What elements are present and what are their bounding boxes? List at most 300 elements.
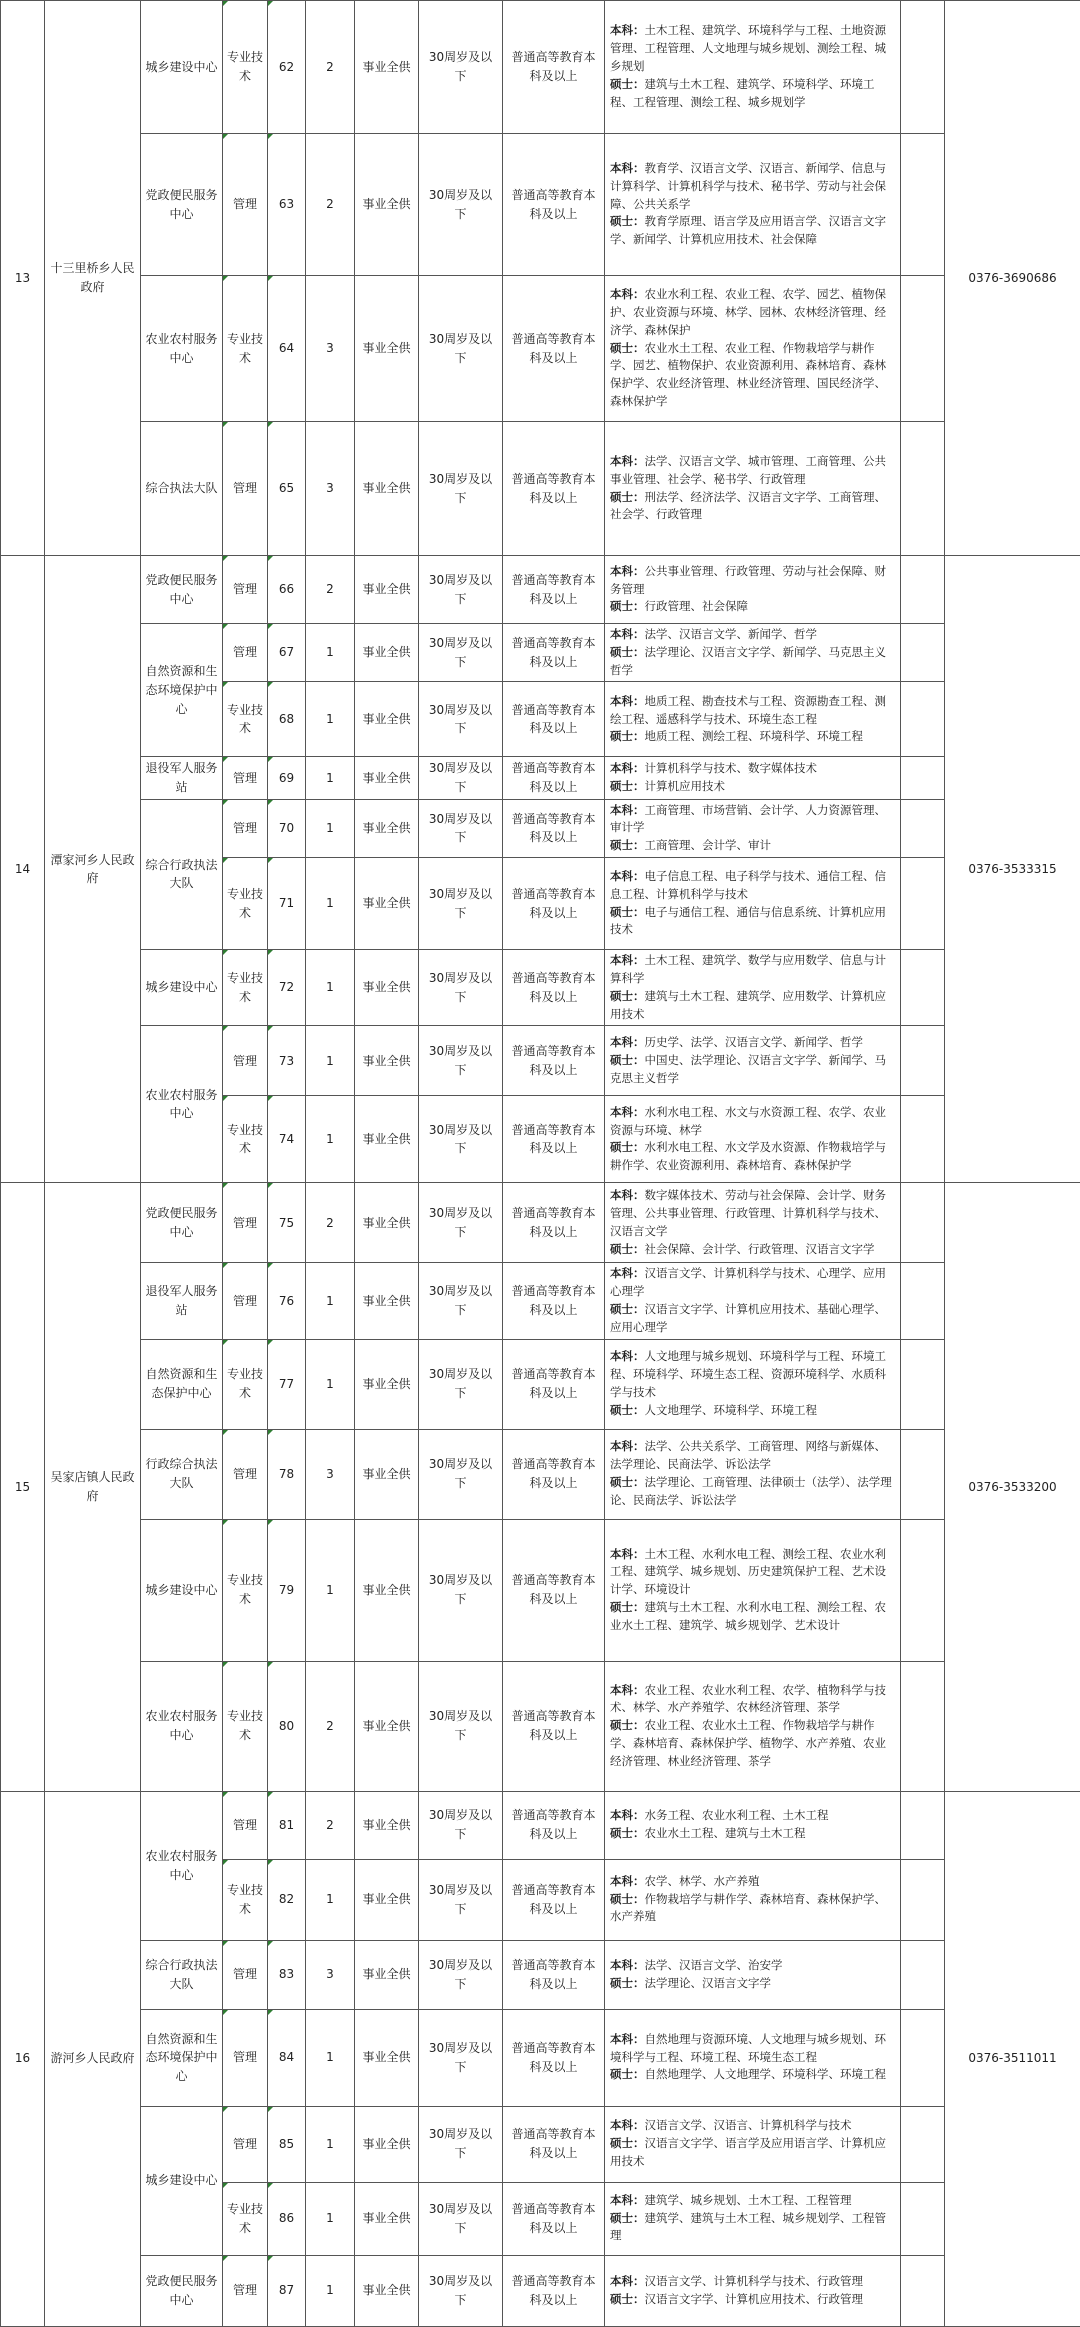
master-label: 硕士： — [610, 214, 645, 228]
remark-cell — [901, 134, 945, 276]
education-requirement: 普通高等教育本科及以上 — [503, 1096, 605, 1183]
major-requirement — [605, 1096, 901, 1183]
master-label: 硕士： — [610, 1475, 645, 1489]
master-label: 硕士： — [610, 1826, 645, 1840]
table-row — [1, 1263, 1080, 1339]
remark-cell — [901, 1026, 945, 1096]
funding-type: 事业全供 — [355, 276, 419, 422]
major-requirement — [605, 757, 901, 799]
post-type: 专业技术 — [223, 276, 268, 422]
master-label: 硕士： — [610, 729, 645, 743]
unit-name: 城乡建设中心 — [141, 1519, 223, 1661]
post-count: 1 — [306, 624, 355, 682]
bachelor-label: 本科： — [610, 1349, 645, 1363]
post-type: 管理 — [223, 2255, 268, 2326]
age-requirement: 30周岁及以下 — [419, 858, 503, 950]
major-requirement — [605, 1791, 901, 1859]
bachelor-majors: 农业工程、农业水利工程、农学、植物科学与技术、林学、水产养殖学、农林经济管理、茶学 — [610, 1683, 886, 1715]
age-requirement: 30周岁及以下 — [419, 1661, 503, 1791]
bachelor-label: 本科： — [610, 2193, 645, 2207]
major-requirement — [605, 556, 901, 624]
master-majors: 农业工程、农业水土工程、作物栽培学与耕作学、森林培育、森林保护学、植物学、水产养殖、农业经济管理、林业经济管理、茶学 — [610, 1718, 886, 1768]
education-requirement: 普通高等教育本科及以上 — [503, 134, 605, 276]
education-requirement: 普通高等教育本科及以上 — [503, 2106, 605, 2182]
post-count: 2 — [306, 1183, 355, 1263]
post-type: 管理 — [223, 2106, 268, 2182]
table-row — [1, 624, 1080, 682]
age-requirement: 30周岁及以下 — [419, 1791, 503, 1859]
funding-type: 事业全供 — [355, 1661, 419, 1791]
post-count: 1 — [306, 2009, 355, 2106]
post-count: 2 — [306, 1661, 355, 1791]
education-requirement: 普通高等教育本科及以上 — [503, 2182, 605, 2255]
age-requirement: 30周岁及以下 — [419, 1263, 503, 1339]
table-row — [1, 2009, 1080, 2106]
funding-type: 事业全供 — [355, 624, 419, 682]
master-label: 硕士： — [610, 1600, 645, 1614]
major-requirement — [605, 1, 901, 134]
post-type: 专业技术 — [223, 1096, 268, 1183]
remark-cell — [901, 1096, 945, 1183]
post-type: 专业技术 — [223, 1, 268, 134]
unit-name: 城乡建设中心 — [141, 1, 223, 134]
funding-type: 事业全供 — [355, 950, 419, 1026]
master-label: 硕士： — [610, 779, 645, 793]
bachelor-label: 本科： — [610, 1958, 645, 1972]
master-majors: 建筑与土木工程、建筑学、环境科学、环境工程、工程管理、测绘工程、城乡规划学 — [610, 77, 875, 109]
table-row — [1, 556, 1080, 624]
post-count: 1 — [306, 2106, 355, 2182]
remark-cell — [901, 858, 945, 950]
education-requirement: 普通高等教育本科及以上 — [503, 556, 605, 624]
master-majors: 人文地理学、环境科学、环境工程 — [645, 1403, 818, 1417]
bachelor-majors: 教育学、汉语言文学、汉语言、新闻学、信息与计算科学、计算机科学与技术、秘书学、劳动与社会保障、公共关系学 — [610, 161, 886, 211]
master-label: 硕士： — [610, 1892, 645, 1906]
bachelor-majors: 农业水利工程、农业工程、农学、园艺、植物保护、农业资源与环境、林学、园林、农林经济管理、经济学、森林保护 — [610, 287, 886, 337]
major-requirement — [605, 422, 901, 556]
unit-name: 退役军人服务站 — [141, 757, 223, 799]
post-count: 1 — [306, 1859, 355, 1940]
master-label: 硕士： — [610, 1053, 645, 1067]
age-requirement: 30周岁及以下 — [419, 1940, 503, 2009]
funding-type: 事业全供 — [355, 1263, 419, 1339]
major-requirement — [605, 858, 901, 950]
unit-name: 农业农村服务中心 — [141, 276, 223, 422]
master-label: 硕士： — [610, 2136, 645, 2150]
bachelor-majors: 法学、汉语言文学、治安学 — [645, 1958, 783, 1972]
post-code: 78 — [268, 1429, 306, 1519]
bachelor-majors: 人文地理与城乡规划、环境科学与工程、环境工程、环境科学、环境生态工程、资源环境科学、水质科学与技术 — [610, 1349, 886, 1399]
remark-cell — [901, 556, 945, 624]
post-count: 2 — [306, 134, 355, 276]
post-type: 专业技术 — [223, 858, 268, 950]
master-majors: 汉语言文字学、计算机应用技术、基础心理学、应用心理学 — [610, 1302, 886, 1334]
bachelor-majors: 公共事业管理、行政管理、劳动与社会保障、财务管理 — [610, 564, 886, 596]
remark-cell — [901, 276, 945, 422]
post-type: 专业技术 — [223, 682, 268, 757]
bachelor-majors: 汉语言文学、计算机科学与技术、心理学、应用心理学 — [610, 1266, 886, 1298]
post-type: 管理 — [223, 1026, 268, 1096]
remark-cell — [901, 1429, 945, 1519]
education-requirement: 普通高等教育本科及以上 — [503, 1263, 605, 1339]
bachelor-label: 本科： — [610, 2274, 645, 2288]
post-count: 1 — [306, 1519, 355, 1661]
post-count: 3 — [306, 422, 355, 556]
post-code: 75 — [268, 1183, 306, 1263]
post-count: 1 — [306, 2182, 355, 2255]
unit-name: 党政便民服务中心 — [141, 134, 223, 276]
post-code: 83 — [268, 1940, 306, 2009]
unit-name: 农业农村服务中心 — [141, 1026, 223, 1183]
post-code: 80 — [268, 1661, 306, 1791]
age-requirement: 30周岁及以下 — [419, 2106, 503, 2182]
bachelor-label: 本科： — [610, 1105, 645, 1119]
post-code: 63 — [268, 134, 306, 276]
post-type: 管理 — [223, 1940, 268, 2009]
bachelor-label: 本科： — [610, 1266, 645, 1280]
master-majors: 法学理论、工商管理、法律硕士（法学）、法学理论、民商法学、诉讼法学 — [610, 1475, 892, 1507]
table-row — [1, 1339, 1080, 1429]
post-code: 77 — [268, 1339, 306, 1429]
post-code: 82 — [268, 1859, 306, 1940]
funding-type: 事业全供 — [355, 1859, 419, 1940]
unit-name: 综合执法大队 — [141, 422, 223, 556]
bachelor-label: 本科： — [610, 694, 645, 708]
post-type: 管理 — [223, 2009, 268, 2106]
major-requirement — [605, 1519, 901, 1661]
age-requirement: 30周岁及以下 — [419, 1096, 503, 1183]
post-type: 管理 — [223, 134, 268, 276]
age-requirement: 30周岁及以下 — [419, 1859, 503, 1940]
post-type: 管理 — [223, 1429, 268, 1519]
unit-name: 党政便民服务中心 — [141, 556, 223, 624]
post-count: 3 — [306, 1429, 355, 1519]
major-requirement — [605, 1263, 901, 1339]
table-row — [1, 757, 1080, 799]
major-requirement — [605, 2106, 901, 2182]
post-code: 81 — [268, 1791, 306, 1859]
contact-phone: 0376-3533200 — [945, 1183, 1080, 1791]
master-majors: 建筑与土木工程、水利水电工程、测绘工程、农业水土工程、建筑学、城乡规划学、艺术设计 — [610, 1600, 886, 1632]
table-row — [1, 950, 1080, 1026]
unit-name: 城乡建设中心 — [141, 950, 223, 1026]
master-label: 硕士： — [610, 838, 645, 852]
major-requirement — [605, 1661, 901, 1791]
funding-type: 事业全供 — [355, 134, 419, 276]
bachelor-majors: 自然地理与资源环境、人文地理与城乡规划、环境科学与工程、环境工程、环境生态工程 — [610, 2032, 886, 2064]
bachelor-label: 本科： — [610, 627, 645, 641]
unit-name: 自然资源和生态环境保护中心 — [141, 624, 223, 757]
education-requirement: 普通高等教育本科及以上 — [503, 682, 605, 757]
age-requirement: 30周岁及以下 — [419, 556, 503, 624]
bachelor-label: 本科： — [610, 1035, 645, 1049]
funding-type: 事业全供 — [355, 2009, 419, 2106]
education-requirement: 普通高等教育本科及以上 — [503, 1339, 605, 1429]
post-code: 79 — [268, 1519, 306, 1661]
age-requirement: 30周岁及以下 — [419, 1183, 503, 1263]
post-code: 72 — [268, 950, 306, 1026]
master-majors: 电子与通信工程、通信与信息系统、计算机应用技术 — [610, 905, 886, 937]
post-type: 管理 — [223, 1183, 268, 1263]
unit-name: 党政便民服务中心 — [141, 1183, 223, 1263]
master-majors: 建筑与土木工程、建筑学、应用数学、计算机应用技术 — [610, 989, 886, 1021]
master-label: 硕士： — [610, 599, 645, 613]
post-type: 管理 — [223, 1791, 268, 1859]
master-majors: 建筑学、建筑与土木工程、城乡规划学、工程管理 — [610, 2211, 886, 2243]
post-count: 1 — [306, 858, 355, 950]
age-requirement: 30周岁及以下 — [419, 950, 503, 1026]
post-type: 管理 — [223, 624, 268, 682]
master-majors: 农业水土工程、建筑与土木工程 — [645, 1826, 806, 1840]
major-requirement — [605, 276, 901, 422]
group-number: 16 — [1, 1791, 45, 2326]
post-type: 专业技术 — [223, 1519, 268, 1661]
master-majors: 社会保障、会计学、行政管理、汉语言文字学 — [645, 1242, 875, 1256]
master-majors: 行政管理、社会保障 — [645, 599, 749, 613]
funding-type: 事业全供 — [355, 422, 419, 556]
post-code: 71 — [268, 858, 306, 950]
contact-phone: 0376-3533315 — [945, 556, 1080, 1183]
bachelor-label: 本科： — [610, 161, 645, 175]
bachelor-label: 本科： — [610, 1547, 645, 1561]
master-majors: 中国史、法学理论、汉语言文字学、新闻学、马克思主义哲学 — [610, 1053, 886, 1085]
post-count: 1 — [306, 1339, 355, 1429]
major-requirement — [605, 1026, 901, 1096]
bachelor-label: 本科： — [610, 2032, 645, 2046]
major-requirement — [605, 134, 901, 276]
bachelor-label: 本科： — [610, 1874, 645, 1888]
table-row — [1, 1940, 1080, 2009]
remark-cell — [901, 624, 945, 682]
major-requirement — [605, 1429, 901, 1519]
master-majors: 汉语言文字学、语言学及应用语言学、计算机应用技术 — [610, 2136, 886, 2168]
education-requirement: 普通高等教育本科及以上 — [503, 624, 605, 682]
education-requirement: 普通高等教育本科及以上 — [503, 1940, 605, 2009]
post-type: 专业技术 — [223, 2182, 268, 2255]
major-requirement — [605, 682, 901, 757]
table-row — [1, 276, 1080, 422]
post-code: 85 — [268, 2106, 306, 2182]
post-type: 管理 — [223, 556, 268, 624]
remark-cell — [901, 2106, 945, 2182]
master-label: 硕士： — [610, 645, 645, 659]
bachelor-majors: 数字媒体技术、劳动与社会保障、会计学、财务管理、公共事业管理、行政管理、计算机科学与技术、汉语言文学 — [610, 1188, 886, 1238]
remark-cell — [901, 682, 945, 757]
master-label: 硕士： — [610, 1718, 645, 1732]
master-label: 硕士： — [610, 2211, 645, 2225]
master-label: 硕士： — [610, 1242, 645, 1256]
master-label: 硕士： — [610, 1976, 645, 1990]
education-requirement: 普通高等教育本科及以上 — [503, 757, 605, 799]
post-type: 管理 — [223, 799, 268, 857]
age-requirement: 30周岁及以下 — [419, 2009, 503, 2106]
bachelor-label: 本科： — [610, 953, 645, 967]
age-requirement: 30周岁及以下 — [419, 1429, 503, 1519]
remark-cell — [901, 799, 945, 857]
remark-cell — [901, 1339, 945, 1429]
government-name: 潭家河乡人民政府 — [45, 556, 141, 1183]
funding-type: 事业全供 — [355, 2106, 419, 2182]
bachelor-majors: 工商管理、市场营销、会计学、人力资源管理、审计学 — [610, 803, 886, 835]
age-requirement: 30周岁及以下 — [419, 682, 503, 757]
government-name: 吴家店镇人民政府 — [45, 1183, 141, 1791]
master-label: 硕士： — [610, 77, 645, 91]
table-row — [1, 1183, 1080, 1263]
post-type: 专业技术 — [223, 1661, 268, 1791]
funding-type: 事业全供 — [355, 757, 419, 799]
group-number: 14 — [1, 556, 45, 1183]
government-name: 游河乡人民政府 — [45, 1791, 141, 2326]
unit-name: 退役军人服务站 — [141, 1263, 223, 1339]
post-code: 62 — [268, 1, 306, 134]
funding-type: 事业全供 — [355, 1791, 419, 1859]
table-row — [1, 1429, 1080, 1519]
remark-cell — [901, 2182, 945, 2255]
funding-type: 事业全供 — [355, 1519, 419, 1661]
post-type: 专业技术 — [223, 1859, 268, 1940]
remark-cell — [901, 1519, 945, 1661]
table-row — [1, 799, 1080, 857]
post-code: 65 — [268, 422, 306, 556]
post-code: 87 — [268, 2255, 306, 2326]
education-requirement: 普通高等教育本科及以上 — [503, 1, 605, 134]
bachelor-majors: 汉语言文学、计算机科学与技术、行政管理 — [645, 2274, 864, 2288]
bachelor-label: 本科： — [610, 1188, 645, 1202]
bachelor-majors: 法学、公共关系学、工商管理、网络与新媒体、法学理论、民商法学、诉讼法学 — [610, 1439, 886, 1471]
remark-cell — [901, 1263, 945, 1339]
master-label: 硕士： — [610, 989, 645, 1003]
unit-name: 自然资源和生态保护中心 — [141, 1339, 223, 1429]
education-requirement: 普通高等教育本科及以上 — [503, 2009, 605, 2106]
major-requirement — [605, 1339, 901, 1429]
age-requirement: 30周岁及以下 — [419, 134, 503, 276]
group-number: 13 — [1, 1, 45, 556]
bachelor-label: 本科： — [610, 869, 645, 883]
unit-name: 综合行政执法大队 — [141, 799, 223, 949]
funding-type: 事业全供 — [355, 2182, 419, 2255]
education-requirement: 普通高等教育本科及以上 — [503, 1026, 605, 1096]
remark-cell — [901, 1859, 945, 1940]
bachelor-majors: 水务工程、农业水利工程、土木工程 — [645, 1808, 829, 1822]
major-requirement — [605, 1940, 901, 2009]
funding-type: 事业全供 — [355, 1429, 419, 1519]
master-label: 硕士： — [610, 1403, 645, 1417]
post-count: 1 — [306, 1026, 355, 1096]
post-count: 1 — [306, 1263, 355, 1339]
bachelor-majors: 农学、林学、水产养殖 — [645, 1874, 760, 1888]
master-majors: 法学理论、汉语言文字学、新闻学、马克思主义哲学 — [610, 645, 886, 677]
group-number: 15 — [1, 1183, 45, 1791]
bachelor-majors: 建筑学、城乡规划、土木工程、工程管理 — [645, 2193, 852, 2207]
post-count: 3 — [306, 1940, 355, 2009]
funding-type: 事业全供 — [355, 1096, 419, 1183]
education-requirement: 普通高等教育本科及以上 — [503, 858, 605, 950]
remark-cell — [901, 1, 945, 134]
education-requirement: 普通高等教育本科及以上 — [503, 2255, 605, 2326]
table-row — [1, 1791, 1080, 1859]
post-count: 2 — [306, 556, 355, 624]
bachelor-majors: 土木工程、水利水电工程、测绘工程、农业水利工程、建筑学、城乡规划、历史建筑保护工程、艺术设计学、环境设计 — [610, 1547, 886, 1597]
master-majors: 法学理论、汉语言文字学 — [645, 1976, 772, 1990]
remark-cell — [901, 950, 945, 1026]
bachelor-label: 本科： — [610, 287, 645, 301]
education-requirement: 普通高等教育本科及以上 — [503, 276, 605, 422]
post-count: 1 — [306, 682, 355, 757]
contact-phone: 0376-3511011 — [945, 1791, 1080, 2326]
post-count: 1 — [306, 1096, 355, 1183]
funding-type: 事业全供 — [355, 1183, 419, 1263]
master-majors: 地质工程、测绘工程、环境科学、环境工程 — [645, 729, 864, 743]
bachelor-label: 本科： — [610, 1683, 645, 1697]
post-count: 1 — [306, 757, 355, 799]
major-requirement — [605, 2255, 901, 2326]
remark-cell — [901, 1183, 945, 1263]
post-code: 66 — [268, 556, 306, 624]
post-code: 74 — [268, 1096, 306, 1183]
unit-name: 党政便民服务中心 — [141, 2255, 223, 2326]
age-requirement: 30周岁及以下 — [419, 1339, 503, 1429]
master-label: 硕士： — [610, 1302, 645, 1316]
master-majors: 农业水土工程、农业工程、作物栽培学与耕作学、园艺、植物保护、农业资源利用、森林培育、森林保护学、农业经济管理、林业经济管理、国民经济学、森林保护学 — [610, 341, 886, 408]
post-count: 2 — [306, 1, 355, 134]
government-name: 十三里桥乡人民政府 — [45, 1, 141, 556]
post-code: 76 — [268, 1263, 306, 1339]
bachelor-label: 本科： — [610, 1808, 645, 1822]
table-row — [1, 2255, 1080, 2326]
post-code: 67 — [268, 624, 306, 682]
education-requirement: 普通高等教育本科及以上 — [503, 1183, 605, 1263]
education-requirement: 普通高等教育本科及以上 — [503, 1519, 605, 1661]
bachelor-majors: 历史学、法学、汉语言文学、新闻学、哲学 — [645, 1035, 864, 1049]
bachelor-label: 本科： — [610, 454, 645, 468]
master-label: 硕士： — [610, 2067, 645, 2081]
funding-type: 事业全供 — [355, 1, 419, 134]
post-type: 管理 — [223, 422, 268, 556]
table-row — [1, 1026, 1080, 1096]
master-label: 硕士： — [610, 490, 645, 504]
master-label: 硕士： — [610, 341, 645, 355]
bachelor-label: 本科： — [610, 23, 645, 37]
education-requirement: 普通高等教育本科及以上 — [503, 799, 605, 857]
age-requirement: 30周岁及以下 — [419, 2255, 503, 2326]
bachelor-majors: 电子信息工程、电子科学与技术、通信工程、信息工程、计算机科学与技术 — [610, 869, 886, 901]
post-type: 专业技术 — [223, 1339, 268, 1429]
bachelor-majors: 土木工程、建筑学、数学与应用数学、信息与计算科学 — [610, 953, 886, 985]
table-row — [1, 1661, 1080, 1791]
education-requirement: 普通高等教育本科及以上 — [503, 1791, 605, 1859]
post-code: 86 — [268, 2182, 306, 2255]
bachelor-label: 本科： — [610, 564, 645, 578]
master-majors: 教育学原理、语言学及应用语言学、汉语言文字学、新闻学、计算机应用技术、社会保障 — [610, 214, 886, 246]
master-majors: 刑法学、经济法学、汉语言文字学、工商管理、社会学、行政管理 — [610, 490, 886, 522]
funding-type: 事业全供 — [355, 1339, 419, 1429]
remark-cell — [901, 2009, 945, 2106]
bachelor-label: 本科： — [610, 1439, 645, 1453]
bachelor-majors: 法学、汉语言文学、新闻学、哲学 — [645, 627, 818, 641]
age-requirement: 30周岁及以下 — [419, 1, 503, 134]
post-count: 3 — [306, 276, 355, 422]
post-code: 73 — [268, 1026, 306, 1096]
major-requirement — [605, 1183, 901, 1263]
age-requirement: 30周岁及以下 — [419, 799, 503, 857]
age-requirement: 30周岁及以下 — [419, 276, 503, 422]
master-majors: 计算机应用技术 — [645, 779, 726, 793]
bachelor-majors: 汉语言文学、汉语言、计算机科学与技术 — [645, 2118, 852, 2132]
age-requirement: 30周岁及以下 — [419, 2182, 503, 2255]
funding-type: 事业全供 — [355, 1940, 419, 2009]
post-type: 专业技术 — [223, 950, 268, 1026]
age-requirement: 30周岁及以下 — [419, 1519, 503, 1661]
